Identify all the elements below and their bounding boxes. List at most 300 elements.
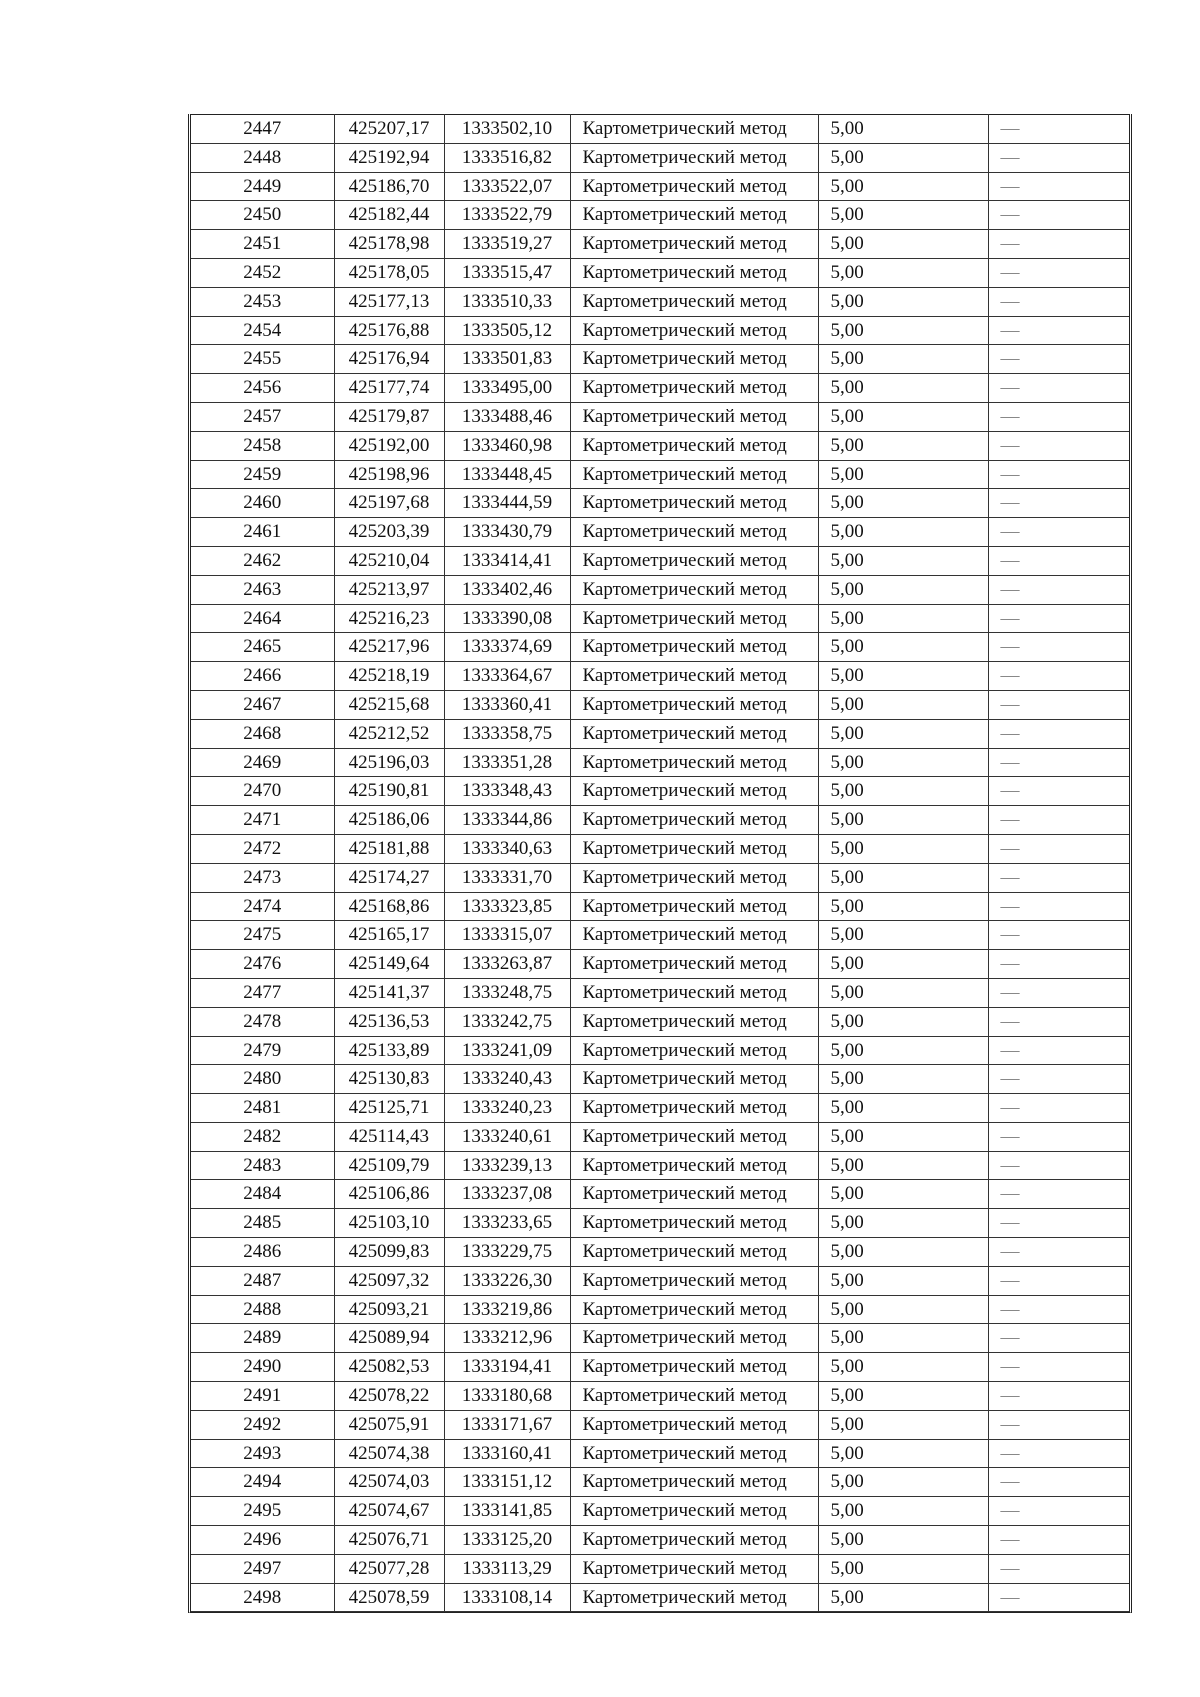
precision-cell: 5,00 bbox=[818, 402, 988, 431]
method-cell: Картометрический метод bbox=[570, 892, 818, 921]
precision-cell: 5,00 bbox=[818, 1324, 988, 1353]
precision-cell: 5,00 bbox=[818, 143, 988, 172]
precision-cell: 5,00 bbox=[818, 460, 988, 489]
y-coordinate-cell: 1333171,67 bbox=[444, 1410, 570, 1439]
x-coordinate-cell: 425192,94 bbox=[334, 143, 444, 172]
table-row bbox=[191, 143, 1129, 172]
method-cell: Картометрический метод bbox=[570, 1007, 818, 1036]
description-cell: — bbox=[988, 921, 1129, 950]
method-cell: Картометрический метод bbox=[570, 633, 818, 662]
method-cell: Картометрический метод bbox=[570, 1353, 818, 1382]
precision-cell: 5,00 bbox=[818, 1238, 988, 1267]
x-coordinate-cell: 425192,00 bbox=[334, 431, 444, 460]
y-coordinate-cell: 1333348,43 bbox=[444, 777, 570, 806]
precision-cell: 5,00 bbox=[818, 115, 988, 144]
precision-cell: 5,00 bbox=[818, 1180, 988, 1209]
x-coordinate-cell: 425168,86 bbox=[334, 892, 444, 921]
table-row bbox=[191, 921, 1129, 950]
table-row bbox=[191, 374, 1129, 403]
method-cell: Картометрический метод bbox=[570, 1238, 818, 1267]
precision-cell: 5,00 bbox=[818, 1468, 988, 1497]
precision-cell: 5,00 bbox=[818, 1554, 988, 1583]
y-coordinate-cell: 1333448,45 bbox=[444, 460, 570, 489]
x-coordinate-cell: 425197,68 bbox=[334, 489, 444, 518]
y-coordinate-cell: 1333108,14 bbox=[444, 1583, 570, 1612]
point-number-cell: 2489 bbox=[191, 1324, 334, 1353]
point-number-cell: 2487 bbox=[191, 1266, 334, 1295]
point-number-cell: 2451 bbox=[191, 230, 334, 259]
method-cell: Картометрический метод bbox=[570, 1583, 818, 1612]
point-number-cell: 2495 bbox=[191, 1497, 334, 1526]
y-coordinate-cell: 1333151,12 bbox=[444, 1468, 570, 1497]
precision-cell: 5,00 bbox=[818, 662, 988, 691]
description-cell: — bbox=[988, 1439, 1129, 1468]
x-coordinate-cell: 425217,96 bbox=[334, 633, 444, 662]
y-coordinate-cell: 1333160,41 bbox=[444, 1439, 570, 1468]
point-number-cell: 2457 bbox=[191, 402, 334, 431]
table-row bbox=[191, 950, 1129, 979]
description-cell: — bbox=[988, 806, 1129, 835]
y-coordinate-cell: 1333516,82 bbox=[444, 143, 570, 172]
x-coordinate-cell: 425210,04 bbox=[334, 546, 444, 575]
method-cell: Картометрический метод bbox=[570, 316, 818, 345]
y-coordinate-cell: 1333194,41 bbox=[444, 1353, 570, 1382]
y-coordinate-cell: 1333229,75 bbox=[444, 1238, 570, 1267]
description-cell: — bbox=[988, 1382, 1129, 1411]
precision-cell: 5,00 bbox=[818, 892, 988, 921]
description-cell: — bbox=[988, 1266, 1129, 1295]
table-row bbox=[191, 1266, 1129, 1295]
precision-cell: 5,00 bbox=[818, 1266, 988, 1295]
description-cell: — bbox=[988, 1554, 1129, 1583]
x-coordinate-cell: 425165,17 bbox=[334, 921, 444, 950]
description-cell: — bbox=[988, 1094, 1129, 1123]
coordinates-table-grid bbox=[191, 114, 1129, 1612]
description-cell: — bbox=[988, 1468, 1129, 1497]
precision-cell: 5,00 bbox=[818, 633, 988, 662]
y-coordinate-cell: 1333240,23 bbox=[444, 1094, 570, 1123]
description-cell: — bbox=[988, 1353, 1129, 1382]
point-number-cell: 2485 bbox=[191, 1209, 334, 1238]
method-cell: Картометрический метод bbox=[570, 1324, 818, 1353]
point-number-cell: 2453 bbox=[191, 287, 334, 316]
point-number-cell: 2450 bbox=[191, 201, 334, 230]
y-coordinate-cell: 1333501,83 bbox=[444, 345, 570, 374]
point-number-cell: 2488 bbox=[191, 1295, 334, 1324]
method-cell: Картометрический метод bbox=[570, 806, 818, 835]
precision-cell: 5,00 bbox=[818, 1353, 988, 1382]
precision-cell: 5,00 bbox=[818, 1036, 988, 1065]
x-coordinate-cell: 425076,71 bbox=[334, 1526, 444, 1555]
y-coordinate-cell: 1333226,30 bbox=[444, 1266, 570, 1295]
method-cell: Картометрический метод bbox=[570, 143, 818, 172]
x-coordinate-cell: 425103,10 bbox=[334, 1209, 444, 1238]
point-number-cell: 2466 bbox=[191, 662, 334, 691]
x-coordinate-cell: 425186,06 bbox=[334, 806, 444, 835]
table-row bbox=[191, 1353, 1129, 1382]
precision-cell: 5,00 bbox=[818, 921, 988, 950]
x-coordinate-cell: 425203,39 bbox=[334, 518, 444, 547]
point-number-cell: 2470 bbox=[191, 777, 334, 806]
x-coordinate-cell: 425207,17 bbox=[334, 115, 444, 144]
x-coordinate-cell: 425075,91 bbox=[334, 1410, 444, 1439]
table-row bbox=[191, 1007, 1129, 1036]
table-row bbox=[191, 546, 1129, 575]
point-number-cell: 2482 bbox=[191, 1122, 334, 1151]
method-cell: Картометрический метод bbox=[570, 287, 818, 316]
point-number-cell: 2458 bbox=[191, 431, 334, 460]
method-cell: Картометрический метод bbox=[570, 863, 818, 892]
point-number-cell: 2448 bbox=[191, 143, 334, 172]
precision-cell: 5,00 bbox=[818, 1526, 988, 1555]
x-coordinate-cell: 425218,19 bbox=[334, 662, 444, 691]
y-coordinate-cell: 1333358,75 bbox=[444, 719, 570, 748]
x-coordinate-cell: 425178,98 bbox=[334, 230, 444, 259]
precision-cell: 5,00 bbox=[818, 1094, 988, 1123]
description-cell: — bbox=[988, 316, 1129, 345]
precision-cell: 5,00 bbox=[818, 1065, 988, 1094]
table-row bbox=[191, 777, 1129, 806]
description-cell: — bbox=[988, 1122, 1129, 1151]
x-coordinate-cell: 425149,64 bbox=[334, 950, 444, 979]
description-cell: — bbox=[988, 518, 1129, 547]
precision-cell: 5,00 bbox=[818, 201, 988, 230]
y-coordinate-cell: 1333414,41 bbox=[444, 546, 570, 575]
method-cell: Картометрический метод bbox=[570, 201, 818, 230]
description-cell: — bbox=[988, 460, 1129, 489]
precision-cell: 5,00 bbox=[818, 1583, 988, 1612]
y-coordinate-cell: 1333505,12 bbox=[444, 316, 570, 345]
method-cell: Картометрический метод bbox=[570, 1122, 818, 1151]
precision-cell: 5,00 bbox=[818, 518, 988, 547]
y-coordinate-cell: 1333360,41 bbox=[444, 690, 570, 719]
x-coordinate-cell: 425141,37 bbox=[334, 978, 444, 1007]
x-coordinate-cell: 425074,03 bbox=[334, 1468, 444, 1497]
description-cell: — bbox=[988, 719, 1129, 748]
description-cell: — bbox=[988, 1151, 1129, 1180]
precision-cell: 5,00 bbox=[818, 230, 988, 259]
table-row bbox=[191, 172, 1129, 201]
description-cell: — bbox=[988, 1410, 1129, 1439]
precision-cell: 5,00 bbox=[818, 1439, 988, 1468]
y-coordinate-cell: 1333113,29 bbox=[444, 1554, 570, 1583]
x-coordinate-cell: 425093,21 bbox=[334, 1295, 444, 1324]
point-number-cell: 2456 bbox=[191, 374, 334, 403]
table-row bbox=[191, 978, 1129, 1007]
point-number-cell: 2477 bbox=[191, 978, 334, 1007]
precision-cell: 5,00 bbox=[818, 748, 988, 777]
method-cell: Картометрический метод bbox=[570, 1382, 818, 1411]
method-cell: Картометрический метод bbox=[570, 1180, 818, 1209]
y-coordinate-cell: 1333263,87 bbox=[444, 950, 570, 979]
method-cell: Картометрический метод bbox=[570, 374, 818, 403]
x-coordinate-cell: 425182,44 bbox=[334, 201, 444, 230]
x-coordinate-cell: 425178,05 bbox=[334, 258, 444, 287]
point-number-cell: 2493 bbox=[191, 1439, 334, 1468]
x-coordinate-cell: 425106,86 bbox=[334, 1180, 444, 1209]
point-number-cell: 2474 bbox=[191, 892, 334, 921]
description-cell: — bbox=[988, 777, 1129, 806]
y-coordinate-cell: 1333495,00 bbox=[444, 374, 570, 403]
precision-cell: 5,00 bbox=[818, 546, 988, 575]
description-cell: — bbox=[988, 604, 1129, 633]
precision-cell: 5,00 bbox=[818, 950, 988, 979]
description-cell: — bbox=[988, 345, 1129, 374]
precision-cell: 5,00 bbox=[818, 258, 988, 287]
table-row bbox=[191, 1209, 1129, 1238]
point-number-cell: 2460 bbox=[191, 489, 334, 518]
method-cell: Картометрический метод bbox=[570, 748, 818, 777]
method-cell: Картометрический метод bbox=[570, 230, 818, 259]
table-row bbox=[191, 863, 1129, 892]
y-coordinate-cell: 1333241,09 bbox=[444, 1036, 570, 1065]
x-coordinate-cell: 425198,96 bbox=[334, 460, 444, 489]
description-cell: — bbox=[988, 834, 1129, 863]
y-coordinate-cell: 1333240,61 bbox=[444, 1122, 570, 1151]
point-number-cell: 2472 bbox=[191, 834, 334, 863]
description-cell: — bbox=[988, 978, 1129, 1007]
table-row bbox=[191, 402, 1129, 431]
x-coordinate-cell: 425186,70 bbox=[334, 172, 444, 201]
precision-cell: 5,00 bbox=[818, 374, 988, 403]
y-coordinate-cell: 1333519,27 bbox=[444, 230, 570, 259]
table-row bbox=[191, 518, 1129, 547]
method-cell: Картометрический метод bbox=[570, 1065, 818, 1094]
description-cell: — bbox=[988, 1295, 1129, 1324]
description-cell: — bbox=[988, 1238, 1129, 1267]
description-cell: — bbox=[988, 287, 1129, 316]
table-row bbox=[191, 1526, 1129, 1555]
precision-cell: 5,00 bbox=[818, 489, 988, 518]
precision-cell: 5,00 bbox=[818, 719, 988, 748]
table-row bbox=[191, 316, 1129, 345]
method-cell: Картометрический метод bbox=[570, 115, 818, 144]
method-cell: Картометрический метод bbox=[570, 1094, 818, 1123]
x-coordinate-cell: 425114,43 bbox=[334, 1122, 444, 1151]
table-row bbox=[191, 258, 1129, 287]
table-row bbox=[191, 748, 1129, 777]
precision-cell: 5,00 bbox=[818, 1497, 988, 1526]
x-coordinate-cell: 425176,94 bbox=[334, 345, 444, 374]
table-row bbox=[191, 1410, 1129, 1439]
y-coordinate-cell: 1333219,86 bbox=[444, 1295, 570, 1324]
table-row bbox=[191, 1554, 1129, 1583]
method-cell: Картометрический метод bbox=[570, 719, 818, 748]
x-coordinate-cell: 425074,38 bbox=[334, 1439, 444, 1468]
method-cell: Картометрический метод bbox=[570, 1266, 818, 1295]
point-number-cell: 2494 bbox=[191, 1468, 334, 1497]
y-coordinate-cell: 1333125,20 bbox=[444, 1526, 570, 1555]
point-number-cell: 2484 bbox=[191, 1180, 334, 1209]
point-number-cell: 2483 bbox=[191, 1151, 334, 1180]
description-cell: — bbox=[988, 115, 1129, 144]
table-row bbox=[191, 719, 1129, 748]
table-row bbox=[191, 892, 1129, 921]
precision-cell: 5,00 bbox=[818, 834, 988, 863]
point-number-cell: 2479 bbox=[191, 1036, 334, 1065]
method-cell: Картометрический метод bbox=[570, 1151, 818, 1180]
table-row bbox=[191, 1151, 1129, 1180]
point-number-cell: 2454 bbox=[191, 316, 334, 345]
description-cell: — bbox=[988, 489, 1129, 518]
x-coordinate-cell: 425082,53 bbox=[334, 1353, 444, 1382]
table-row bbox=[191, 1497, 1129, 1526]
x-coordinate-cell: 425176,88 bbox=[334, 316, 444, 345]
precision-cell: 5,00 bbox=[818, 604, 988, 633]
y-coordinate-cell: 1333522,79 bbox=[444, 201, 570, 230]
method-cell: Картометрический метод bbox=[570, 1036, 818, 1065]
x-coordinate-cell: 425190,81 bbox=[334, 777, 444, 806]
table-row bbox=[191, 1036, 1129, 1065]
method-cell: Картометрический метод bbox=[570, 575, 818, 604]
description-cell: — bbox=[988, 690, 1129, 719]
y-coordinate-cell: 1333141,85 bbox=[444, 1497, 570, 1526]
method-cell: Картометрический метод bbox=[570, 258, 818, 287]
method-cell: Картометрический метод bbox=[570, 1410, 818, 1439]
precision-cell: 5,00 bbox=[818, 1410, 988, 1439]
table-row bbox=[191, 575, 1129, 604]
point-number-cell: 2455 bbox=[191, 345, 334, 374]
method-cell: Картометрический метод bbox=[570, 546, 818, 575]
coordinates-table bbox=[188, 114, 1132, 1613]
description-cell: — bbox=[988, 633, 1129, 662]
y-coordinate-cell: 1333488,46 bbox=[444, 402, 570, 431]
precision-cell: 5,00 bbox=[818, 287, 988, 316]
x-coordinate-cell: 425077,28 bbox=[334, 1554, 444, 1583]
method-cell: Картометрический метод bbox=[570, 1526, 818, 1555]
table-row bbox=[191, 115, 1129, 144]
precision-cell: 5,00 bbox=[818, 1151, 988, 1180]
point-number-cell: 2447 bbox=[191, 115, 334, 144]
table-row bbox=[191, 690, 1129, 719]
point-number-cell: 2463 bbox=[191, 575, 334, 604]
method-cell: Картометрический метод bbox=[570, 662, 818, 691]
table-row bbox=[191, 806, 1129, 835]
table-row bbox=[191, 1439, 1129, 1468]
method-cell: Картометрический метод bbox=[570, 518, 818, 547]
table-row bbox=[191, 460, 1129, 489]
description-cell: — bbox=[988, 748, 1129, 777]
y-coordinate-cell: 1333315,07 bbox=[444, 921, 570, 950]
y-coordinate-cell: 1333444,59 bbox=[444, 489, 570, 518]
method-cell: Картометрический метод bbox=[570, 950, 818, 979]
table-row bbox=[191, 431, 1129, 460]
precision-cell: 5,00 bbox=[818, 431, 988, 460]
description-cell: — bbox=[988, 1324, 1129, 1353]
table-row bbox=[191, 834, 1129, 863]
description-cell: — bbox=[988, 402, 1129, 431]
precision-cell: 5,00 bbox=[818, 1007, 988, 1036]
description-cell: — bbox=[988, 950, 1129, 979]
description-cell: — bbox=[988, 431, 1129, 460]
y-coordinate-cell: 1333180,68 bbox=[444, 1382, 570, 1411]
y-coordinate-cell: 1333239,13 bbox=[444, 1151, 570, 1180]
description-cell: — bbox=[988, 892, 1129, 921]
method-cell: Картометрический метод bbox=[570, 777, 818, 806]
y-coordinate-cell: 1333233,65 bbox=[444, 1209, 570, 1238]
method-cell: Картометрический метод bbox=[570, 489, 818, 518]
precision-cell: 5,00 bbox=[818, 172, 988, 201]
point-number-cell: 2480 bbox=[191, 1065, 334, 1094]
x-coordinate-cell: 425181,88 bbox=[334, 834, 444, 863]
precision-cell: 5,00 bbox=[818, 806, 988, 835]
x-coordinate-cell: 425097,32 bbox=[334, 1266, 444, 1295]
method-cell: Картометрический метод bbox=[570, 1439, 818, 1468]
method-cell: Картометрический метод bbox=[570, 431, 818, 460]
y-coordinate-cell: 1333340,63 bbox=[444, 834, 570, 863]
y-coordinate-cell: 1333510,33 bbox=[444, 287, 570, 316]
point-number-cell: 2473 bbox=[191, 863, 334, 892]
point-number-cell: 2468 bbox=[191, 719, 334, 748]
table-row bbox=[191, 489, 1129, 518]
x-coordinate-cell: 425215,68 bbox=[334, 690, 444, 719]
x-coordinate-cell: 425177,74 bbox=[334, 374, 444, 403]
table-row bbox=[191, 662, 1129, 691]
method-cell: Картометрический метод bbox=[570, 921, 818, 950]
method-cell: Картометрический метод bbox=[570, 1295, 818, 1324]
description-cell: — bbox=[988, 1065, 1129, 1094]
point-number-cell: 2481 bbox=[191, 1094, 334, 1123]
description-cell: — bbox=[988, 863, 1129, 892]
precision-cell: 5,00 bbox=[818, 1295, 988, 1324]
description-cell: — bbox=[988, 143, 1129, 172]
table-row bbox=[191, 1094, 1129, 1123]
x-coordinate-cell: 425196,03 bbox=[334, 748, 444, 777]
y-coordinate-cell: 1333430,79 bbox=[444, 518, 570, 547]
x-coordinate-cell: 425136,53 bbox=[334, 1007, 444, 1036]
x-coordinate-cell: 425074,67 bbox=[334, 1497, 444, 1526]
point-number-cell: 2496 bbox=[191, 1526, 334, 1555]
table-row bbox=[191, 1324, 1129, 1353]
table-body bbox=[191, 115, 1129, 1612]
method-cell: Картометрический метод bbox=[570, 345, 818, 374]
y-coordinate-cell: 1333364,67 bbox=[444, 662, 570, 691]
table-row bbox=[191, 1122, 1129, 1151]
table-row bbox=[191, 1468, 1129, 1497]
point-number-cell: 2459 bbox=[191, 460, 334, 489]
point-number-cell: 2491 bbox=[191, 1382, 334, 1411]
y-coordinate-cell: 1333248,75 bbox=[444, 978, 570, 1007]
description-cell: — bbox=[988, 1209, 1129, 1238]
description-cell: — bbox=[988, 546, 1129, 575]
description-cell: — bbox=[988, 1526, 1129, 1555]
table-row bbox=[191, 1238, 1129, 1267]
table-row bbox=[191, 287, 1129, 316]
precision-cell: 5,00 bbox=[818, 1122, 988, 1151]
point-number-cell: 2492 bbox=[191, 1410, 334, 1439]
x-coordinate-cell: 425078,59 bbox=[334, 1583, 444, 1612]
x-coordinate-cell: 425133,89 bbox=[334, 1036, 444, 1065]
point-number-cell: 2497 bbox=[191, 1554, 334, 1583]
precision-cell: 5,00 bbox=[818, 345, 988, 374]
y-coordinate-cell: 1333374,69 bbox=[444, 633, 570, 662]
method-cell: Картометрический метод bbox=[570, 1209, 818, 1238]
y-coordinate-cell: 1333460,98 bbox=[444, 431, 570, 460]
x-coordinate-cell: 425179,87 bbox=[334, 402, 444, 431]
x-coordinate-cell: 425212,52 bbox=[334, 719, 444, 748]
y-coordinate-cell: 1333351,28 bbox=[444, 748, 570, 777]
point-number-cell: 2498 bbox=[191, 1583, 334, 1612]
x-coordinate-cell: 425130,83 bbox=[334, 1065, 444, 1094]
y-coordinate-cell: 1333402,46 bbox=[444, 575, 570, 604]
method-cell: Картометрический метод bbox=[570, 1468, 818, 1497]
x-coordinate-cell: 425099,83 bbox=[334, 1238, 444, 1267]
x-coordinate-cell: 425109,79 bbox=[334, 1151, 444, 1180]
x-coordinate-cell: 425125,71 bbox=[334, 1094, 444, 1123]
point-number-cell: 2452 bbox=[191, 258, 334, 287]
precision-cell: 5,00 bbox=[818, 978, 988, 1007]
description-cell: — bbox=[988, 662, 1129, 691]
